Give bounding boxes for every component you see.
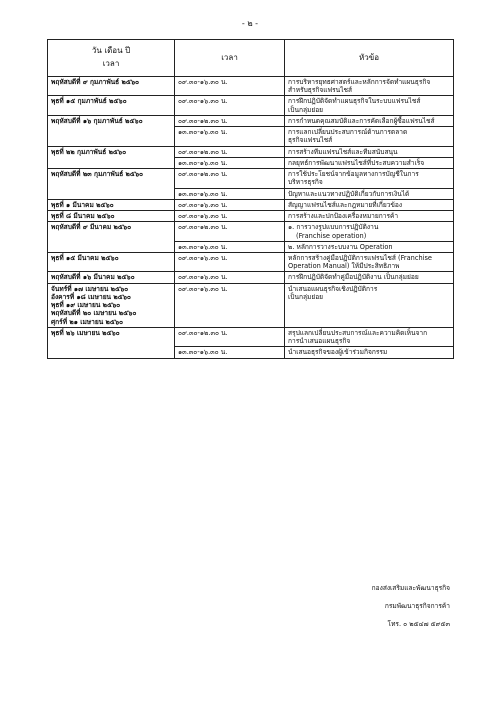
session-date-cell <box>48 77 175 96</box>
table-row <box>48 169 454 188</box>
session-date-cell <box>48 252 175 271</box>
session-date: พฤหัสบดีที่ ๒๓ กุมภาพันธ์ ๒๕๖๐ <box>51 170 144 179</box>
schedule-body <box>48 77 454 359</box>
session-topic-line: บริหารธุรกิจ <box>288 178 323 187</box>
header-time-cell: เวลา <box>175 40 285 77</box>
session-time-cell: ๑๓.๓๐-๑๖.๓๐ น. <box>175 347 285 358</box>
session-date-cell <box>48 96 175 115</box>
session-topic-cell <box>285 327 454 346</box>
table-row <box>48 115 454 126</box>
session-topic-cell <box>285 188 454 199</box>
session-topic-cell <box>285 199 454 210</box>
session-topic-line: การกำหนดคุณสมบัติและการคัดเลือกผู้ซื้อแฟรนไชส์ <box>288 116 435 125</box>
session-date-cell <box>48 272 175 283</box>
session-time-cell: ๐๙.๓๐-๑๖.๓๐ น. <box>175 272 285 283</box>
schedule-table <box>47 39 454 359</box>
session-date-cell <box>48 146 175 168</box>
footer-organization: กรมพัฒนาธุรกิจการค้า <box>384 602 450 610</box>
session-date: พฤหัสบดีที่ ๙ มีนาคม ๒๕๖๐ <box>51 223 132 232</box>
session-date: พฤหัสบดีที่ ๑๖ มีนาคม ๒๕๖๐ <box>51 273 135 282</box>
session-topic-line: นำเสนอแผนธุรกิจเชิงปฏิบัติการ <box>288 284 378 293</box>
session-time-cell: ๑๓.๓๐-๑๖.๓๐ น. <box>175 188 285 199</box>
session-topic-line: เป็นกลุ่มย่อย <box>288 105 324 114</box>
session-time-cell: ๐๙.๓๐-๑๖.๓๐ น. <box>175 211 285 222</box>
session-topic-line: การสร้างและปกป้องเครื่องหมายการค้า <box>288 212 399 221</box>
header-date-label: วัน เดือน ปี <box>91 46 131 56</box>
session-topic-line: การนำเสนอแผนธุรกิจ <box>288 337 351 346</box>
session-topic-cell <box>285 252 454 271</box>
session-topic-line: การฝึกปฏิบัติจัดทำคู่มือปฏิบัติงาน เป็นกลุ่มย่อย <box>288 273 419 282</box>
session-time-cell: ๐๙.๓๐-๑๖.๓๐ น. <box>175 77 285 96</box>
session-topic-line: การบริหารยุทธศาสตร์และหลักการจัดทำแผนธุรกิจ <box>288 78 431 86</box>
session-time-cell: ๐๙.๓๐-๑๖.๓๐ น. <box>175 283 285 327</box>
table-row <box>48 96 454 115</box>
session-date-cell <box>48 115 175 146</box>
session-topic-cell <box>285 347 454 358</box>
session-date: พุธที่ ๑๕ กุมภาพันธ์ ๒๕๖๐ <box>51 97 127 106</box>
session-date: จันทร์ที่ ๑๗ เมษายน ๒๕๖๐ <box>51 284 129 293</box>
session-time-cell: ๑๓.๓๐-๑๖.๓๐ น. <box>175 157 285 168</box>
session-time-cell: ๐๙.๓๐-๑๖.๓๐ น. <box>175 252 285 271</box>
session-topic-cell <box>285 241 454 252</box>
session-topic-cell <box>285 211 454 222</box>
session-date: อังคารที่ ๑๘ เมษายน ๒๕๖๐ <box>51 292 131 301</box>
table-row <box>48 222 454 241</box>
table-row <box>48 199 454 210</box>
session-time-cell: ๑๓.๓๐-๑๖.๓๐ น. <box>175 127 285 146</box>
session-date: พุธที่ ๒๒ กุมภาพันธ์ ๒๕๖๐ <box>51 147 127 156</box>
session-time-cell: ๐๙.๓๐-๑๖.๓๐ น. <box>175 96 285 115</box>
session-topic-line: ๒. หลักการวางระบบงาน Operation <box>288 242 393 251</box>
session-date: พฤหัสบดีที่ ๙ กุมภาพันธ์ ๒๕๖๐ <box>51 78 140 86</box>
session-date: พุธที่ ๑๕ มีนาคม ๒๕๖๐ <box>51 253 119 262</box>
session-topic-line: การแลกเปลี่ยนประสบการณ์ด้านการตลาด <box>288 128 408 137</box>
table-row <box>48 283 454 327</box>
session-topic-line: หลักการสร้างคู่มือปฏิบัติการแฟรนไชส์ (Franchise <box>288 253 432 262</box>
session-topic-cell <box>285 146 454 157</box>
session-time-cell: ๐๙.๓๐-๑๒.๓๐ น. <box>175 222 285 241</box>
session-topic-line: การใช้ประโยชน์จากข้อมูลทางการบัญชีในการ <box>288 170 419 179</box>
session-topic-line: นำเสนอธุรกิจของผู้เข้าร่วมกิจกรรม <box>288 348 388 357</box>
session-date: พุธที่ ๑๙ เมษายน ๒๕๖๐ <box>51 301 121 310</box>
session-topic-cell <box>285 77 454 96</box>
session-topic-line: การสร้างทีมแฟรนไชส์และทีมสนับสนุน <box>288 147 398 156</box>
footer-phone: โทร. ๐ ๒๕๔๗ ๕๙๕๓ <box>387 620 450 628</box>
session-topic-line: ธุรกิจแฟรนไชส์ <box>288 136 333 145</box>
session-time-cell: ๐๙.๓๐-๑๖.๓๐ น. <box>175 199 285 210</box>
session-topic-line: ปัญหาและแนวทางปฏิบัติเกี่ยวกับการเงินได้ <box>288 189 410 198</box>
session-topic-cell <box>285 283 454 327</box>
table-row <box>48 77 454 96</box>
session-date: พฤหัสบดีที่ ๒๐ เมษายน ๒๕๖๐ <box>51 309 137 318</box>
session-date-cell <box>48 283 175 327</box>
session-time-cell: ๐๙.๓๐-๑๒.๓๐ น. <box>175 115 285 126</box>
session-topic-line: Operation Manual) ให้มีประสิทธิภาพ <box>288 262 400 271</box>
page-number: - ๒ - <box>241 19 259 28</box>
session-date-cell <box>48 169 175 200</box>
table-row <box>48 211 454 222</box>
session-topic-line: (Franchise operation) <box>296 231 367 240</box>
session-date-cell <box>48 222 175 253</box>
table-row <box>48 252 454 271</box>
session-time-cell: ๑๓.๓๐-๑๖.๓๐ น. <box>175 241 285 252</box>
session-date: พฤหัสบดีที่ ๑๖ กุมภาพันธ์ ๒๕๖๐ <box>51 116 143 125</box>
header-topic-cell: หัวข้อ <box>285 40 454 77</box>
session-time-cell: ๐๙.๓๐-๑๒.๓๐ น. <box>175 327 285 346</box>
session-topic-cell <box>285 169 454 188</box>
session-time-cell: ๐๙.๓๐-๑๒.๓๐ น. <box>175 169 285 188</box>
session-date: ศุกร์ที่ ๒๑ เมษายน ๒๕๖๐ <box>51 317 124 326</box>
table-row <box>48 272 454 283</box>
session-date-cell <box>48 327 175 358</box>
table-row <box>48 146 454 157</box>
session-date-cell <box>48 211 175 222</box>
session-topic-line: สัญญาแฟรนไชส์และกฎหมายที่เกี่ยวข้อง <box>288 200 403 209</box>
session-topic-cell <box>285 272 454 283</box>
session-date: พุธที่ ๑ มีนาคม ๒๕๖๐ <box>51 200 114 209</box>
table-header-row <box>48 40 454 77</box>
session-topic-cell <box>285 222 454 241</box>
header-date-cell <box>48 40 175 77</box>
session-date: พุธที่ ๘ มีนาคม ๒๕๖๐ <box>51 212 115 221</box>
session-topic-line: ๑. การวางรูปแบบการปฏิบัติงาน <box>288 223 379 232</box>
table-row <box>48 327 454 346</box>
session-topic-line: สำหรับธุรกิจแฟรนไชส์ <box>288 86 353 95</box>
session-date: พุธที่ ๒๖ เมษายน ๒๕๖๐ <box>51 328 120 337</box>
session-topic-line: สรุปแลกเปลี่ยนประสบการณ์และความคิดเห็นจาก <box>288 328 428 337</box>
session-time-cell: ๐๙.๓๐-๑๒.๓๐ น. <box>175 146 285 157</box>
session-topic-cell <box>285 115 454 126</box>
session-topic-cell <box>285 127 454 146</box>
header-date-sublabel: เวลา <box>102 59 120 68</box>
session-topic-line: เป็นกลุ่มย่อย <box>288 292 324 301</box>
session-topic-cell <box>285 157 454 168</box>
session-date-cell <box>48 199 175 210</box>
session-topic-cell <box>285 96 454 115</box>
session-topic-line: กลยุทธ์การพัฒนาแฟรนไชส์ที่ประสบความสำเร็จ <box>288 158 425 167</box>
footer-department: กองส่งเสริมและพัฒนาธุรกิจ <box>371 584 450 592</box>
session-topic-line: การฝึกปฏิบัติจัดทำแผนธุรกิจในระบบแฟรนไชส์ <box>288 97 421 106</box>
